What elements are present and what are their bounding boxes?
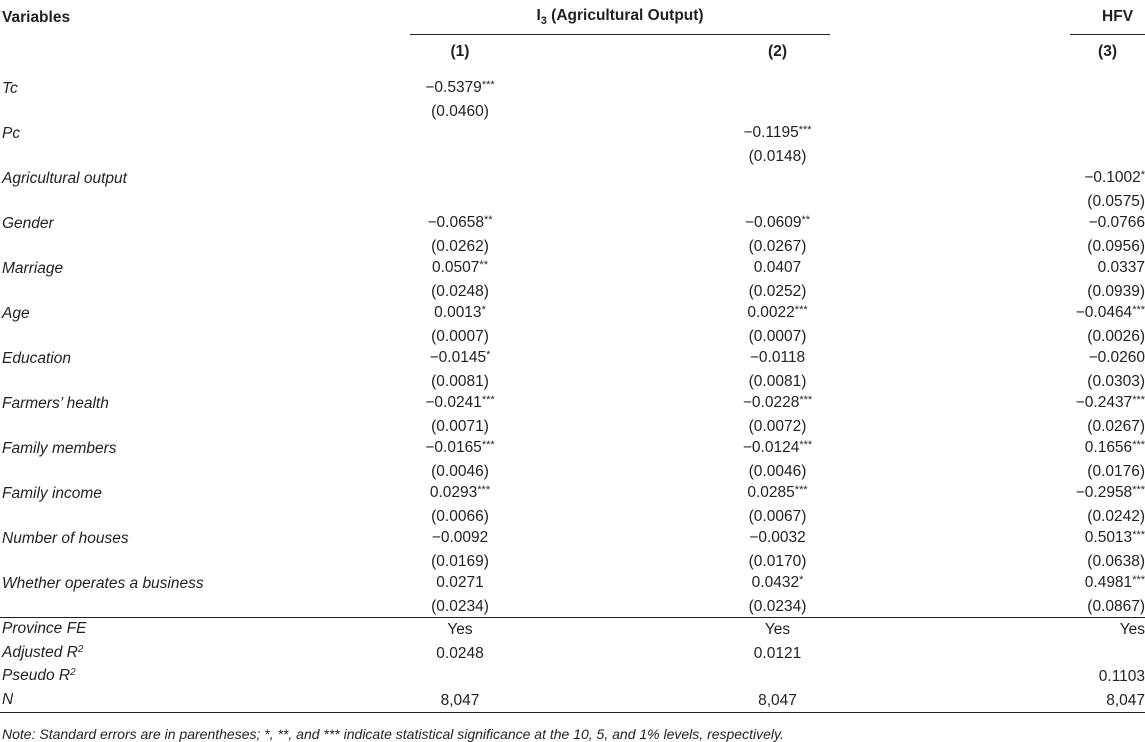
coef-col1: −0.0145* [429,349,491,366]
se-col3 [1070,101,1145,123]
coef-col1: 0.0293*** [429,484,491,501]
table-row-se [0,371,1145,393]
table-row [0,437,1145,461]
se-col1 [410,146,510,168]
table-row [0,392,1145,416]
table-row-se [0,551,1145,573]
coef-col1 [410,122,510,146]
se-col3: (0.0176) [1087,462,1145,480]
coef-col2 [725,167,830,191]
footer-col3: 8,047 [1106,691,1145,709]
coef-col3: −0.0464*** [1075,304,1145,321]
footer-label: Adjusted $R^2$ [2,643,84,661]
footer-col3 [1070,642,1145,666]
se-col2: (0.0081) [748,372,807,390]
coef-col2: 0.0432* [751,574,804,591]
footer-col1: 8,047 [440,691,480,709]
coef-col3: −0.0260 [1088,349,1145,366]
table-row [0,527,1145,551]
se-col1 [410,191,510,213]
table-row [0,257,1145,281]
footer-col1: 0.0248 [436,644,484,662]
se-col3: (0.0638) [1087,552,1145,570]
column-header-3: (3) [1098,43,1117,61]
row-label: Family income [2,485,102,502]
table-row [0,69,1145,101]
se-col2 [725,101,830,123]
coef-col2 [725,69,830,101]
coef-col2: −0.0032 [749,529,806,546]
table-row-se [0,101,1145,123]
row-label: Whether operates a business [2,575,204,592]
table-row-se [0,236,1145,258]
footer-col1: Yes [447,621,473,638]
header-row-group [0,0,1145,35]
se-col2: (0.0252) [748,282,807,300]
table-row-se [0,146,1145,168]
table-row [0,482,1145,506]
se-col3 [1070,146,1145,168]
se-col2: (0.0067) [748,507,807,525]
footer-col1 [410,665,510,689]
se-col2: (0.0267) [748,237,807,255]
coef-col3 [1070,122,1145,146]
coef-col3: −0.0766 [1088,214,1145,231]
table-row-se [0,596,1145,618]
footer-col3: 0.1103 [1098,668,1145,685]
coef-col1: 0.0271 [436,574,484,591]
coef-col1: 0.0507** [432,259,488,276]
table-row-se [0,461,1145,483]
footer-label: Pseudo $R^2$ [2,667,76,684]
table-row [0,572,1145,596]
header-row-columns [0,35,1145,70]
se-col3: (0.0267) [1087,417,1145,435]
row-label: Age [2,305,30,322]
footer-col2: 0.0121 [753,644,802,662]
se-col2: (0.0046) [748,462,807,480]
column-header-1: (1) [450,43,470,61]
footer-row [0,665,1145,689]
row-label: Education [2,350,71,367]
group-header-agricultural-output: $I_3$ (Agricultural Output) [410,0,830,35]
coef-col3: 0.1656*** [1084,439,1145,456]
table-row-se [0,281,1145,303]
se-col2 [725,191,830,213]
row-label: Marriage [2,260,64,277]
se-col3: (0.0026) [1087,327,1145,345]
se-col3: (0.0867) [1087,597,1145,615]
coef-col2: −0.1195*** [743,124,812,141]
coef-col1: −0.5379*** [425,79,495,96]
se-col1: (0.0169) [431,552,489,570]
se-col3: (0.0242) [1087,507,1145,525]
footer-col2: Yes [764,621,791,638]
coef-col2: −0.0124*** [742,439,813,456]
coef-col1: −0.0658** [427,214,493,231]
coef-col3: −0.2437*** [1075,394,1145,411]
column-header-2: (2) [768,43,787,61]
table-row-se [0,506,1145,528]
row-label: Family members [2,440,117,457]
coef-col2: 0.0022*** [747,304,808,321]
table-row [0,167,1145,191]
row-label: Pc [2,125,21,142]
se-col3: (0.0303) [1087,372,1145,390]
se-col3: (0.0939) [1087,282,1145,300]
se-col1: (0.0046) [431,462,489,480]
row-label: Agricultural output [2,170,127,187]
se-col3: (0.0956) [1087,237,1145,255]
se-col1: (0.0066) [431,507,489,525]
coef-col3: 0.5013*** [1084,529,1145,546]
se-col2: (0.0072) [748,417,807,435]
table-row [0,347,1145,371]
table-row [0,212,1145,236]
bottom-divider [0,713,1145,714]
table-row-se [0,191,1145,213]
table-row-se [0,416,1145,438]
table-row [0,122,1145,146]
coef-col3: 0.0337 [1097,259,1145,276]
footer-row [0,689,1145,713]
se-col1: (0.0248) [431,282,489,300]
se-col1: (0.0007) [431,327,489,345]
se-col2: (0.0234) [748,597,807,615]
coef-col3: −0.2958*** [1075,484,1145,501]
variables-header: Variables [2,8,71,26]
coef-col2: 0.0285*** [747,484,808,501]
row-label: Number of houses [2,530,129,547]
footer-row [0,642,1145,666]
coef-col2: −0.0609** [745,214,811,231]
coef-col1: −0.0165*** [425,439,495,456]
footer-col2 [725,665,830,689]
group-header-hfv: HFV [1070,0,1145,35]
coef-col3: −0.1002* [1084,169,1145,186]
table-body [0,69,1145,618]
row-label: Tc [2,80,18,97]
coef-col3 [1070,69,1145,101]
footer-row [0,618,1145,642]
coef-col2: −0.0118 [749,349,806,366]
table-row [0,302,1145,326]
coef-col3: 0.4981*** [1084,574,1145,591]
se-col1: (0.0262) [431,237,489,255]
se-col2: (0.0007) [748,327,807,345]
footer-label: N [2,690,14,708]
se-col1: (0.0234) [431,597,489,615]
footer-label: Province FE [2,620,87,637]
se-col3: (0.0575) [1087,192,1145,210]
footer-col3: Yes [1119,621,1145,638]
row-label: Farmers’ health [2,395,109,412]
coef-col1 [410,167,510,191]
coef-col2: 0.0407 [753,259,802,276]
se-col2: (0.0148) [748,147,807,165]
row-label: Gender [2,215,54,232]
table-note: Note: Standard errors are in parentheses; *, **, and *** indicate statistical significance at the 10, 5, and 1% levels, respectively. [2,726,784,742]
coef-col1: 0.0013* [434,304,486,321]
footer-col2: 8,047 [758,691,797,709]
se-col1: (0.0460) [431,102,489,120]
table-row-se [0,326,1145,348]
table-footer [0,618,1145,714]
se-col2: (0.0170) [748,552,807,570]
coef-col1: −0.0241*** [425,394,495,411]
se-col1: (0.0081) [431,372,489,390]
coef-col1: −0.0092 [431,529,489,546]
se-col1: (0.0071) [431,417,489,435]
coef-col2: −0.0228*** [742,394,813,411]
